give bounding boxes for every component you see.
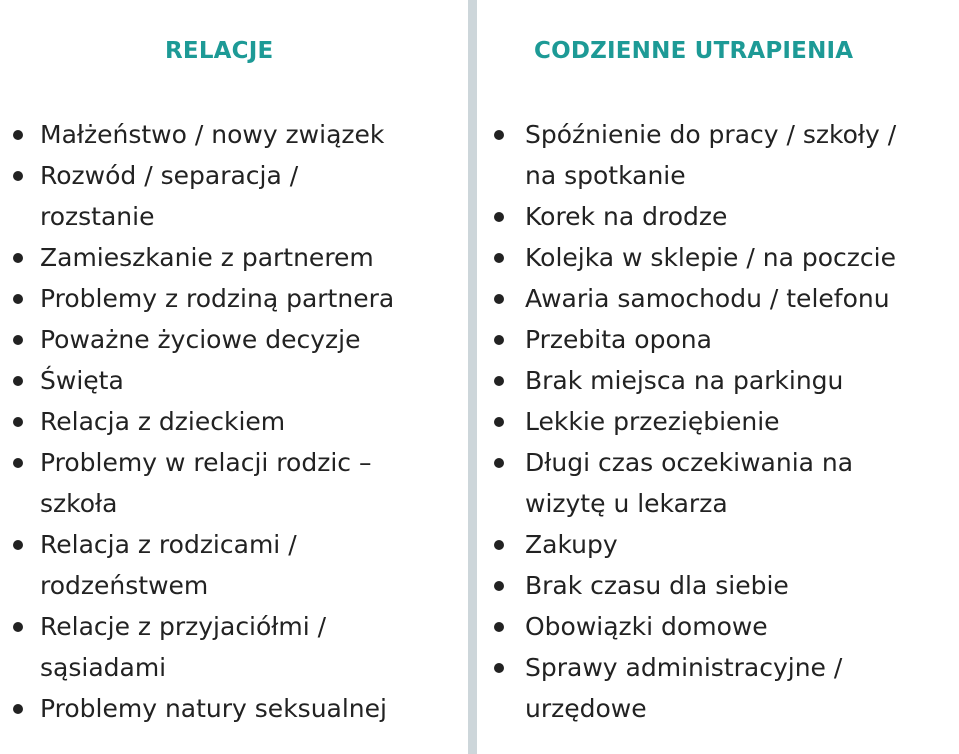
list-item: Brak czasu dla siebie (485, 565, 959, 606)
list-item: Rozwód / separacja / (0, 155, 468, 196)
list-item-continuation: urzędowe (525, 694, 647, 723)
list-item: Problemy z rodziną partnera (0, 278, 468, 319)
list-item: Korek na drodze (485, 196, 959, 237)
list-item: Małżeństwo / nowy związek (0, 114, 468, 155)
list-item: Problemy natury seksualnej (0, 688, 468, 729)
list-item: Długi czas oczekiwania na (485, 442, 959, 483)
list-item: Zakupy (485, 524, 959, 565)
list-item: Lekkie przeziębienie (485, 401, 959, 442)
list-item: Awaria samochodu / telefonu (485, 278, 959, 319)
list-item-continuation: szkoła (40, 489, 118, 518)
list-item: Obowiązki domowe (485, 606, 959, 647)
list-item: Spóźnienie do pracy / szkoły / (485, 114, 959, 155)
list-item: Relacja z rodzicami / (0, 524, 468, 565)
list-item-continuation: rozstanie (40, 202, 155, 231)
list-item: Przebita opona (485, 319, 959, 360)
list-item-continuation: rodzeństwem (40, 571, 209, 600)
list-item: Problemy w relacji rodzic – (0, 442, 468, 483)
column-heading-relacje: RELACJE (165, 38, 274, 64)
list-item-continuation: sąsiadami (40, 653, 167, 682)
column-heading-codzienne-utrapienia: CODZIENNE UTRAPIENIA (534, 38, 854, 64)
list-item-continuation: na spotkanie (525, 161, 686, 190)
list-item: Relacja z dzieckiem (0, 401, 468, 442)
list-item: Święta (0, 360, 468, 401)
column-divider (468, 0, 477, 754)
list-item: Relacje z przyjaciółmi / (0, 606, 468, 647)
list-item: Brak miejsca na parkingu (485, 360, 959, 401)
list-codzienne-utrapienia (485, 114, 959, 729)
list-item: Zamieszkanie z partnerem (0, 237, 468, 278)
list-item: Poważne życiowe decyzje (0, 319, 468, 360)
list-item-continuation: wizytę u lekarza (525, 489, 728, 518)
list-item: Sprawy administracyjne / (485, 647, 959, 688)
list-item: Kolejka w sklepie / na poczcie (485, 237, 959, 278)
list-relacje (0, 114, 468, 729)
